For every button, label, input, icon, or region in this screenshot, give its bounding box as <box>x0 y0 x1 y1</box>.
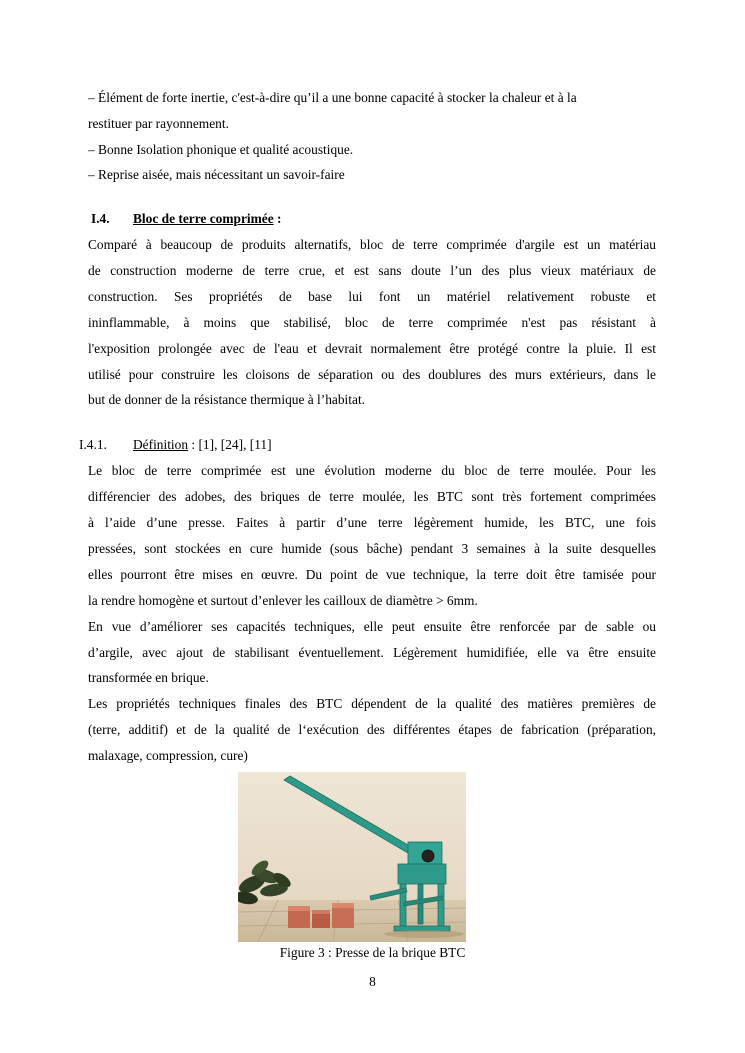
subsection-title: Définition <box>133 437 189 452</box>
section-line: utilisé pour construire les cloisons de séparation ou des doublures des murs extérieurs, dans le <box>88 367 656 382</box>
definition-line: transformée en brique. <box>88 670 209 685</box>
section-number: I.4. <box>91 211 110 226</box>
section-line: Comparé à beaucoup de produits alternatifs, bloc de terre comprimée d'argile est un matériau <box>88 237 656 252</box>
section-line: de construction moderne de terre crue, et est sans doute l’un des plus vieux matériaux de <box>88 263 656 278</box>
page-number: 8 <box>369 974 376 989</box>
btc-press-photo <box>238 772 466 942</box>
definition-line: Le bloc de terre comprimée est une évolution moderne du bloc de terre moulée. Pour les <box>88 463 656 478</box>
bullet-inertia-cont: restituer par rayonnement. <box>88 116 229 131</box>
definition-line: la rendre homogène et surtout d’enlever les cailloux de diamètre > 6mm. <box>88 593 478 608</box>
definition-line: différencier des adobes, des briques de terre moulée, les BTC sont très fortement comprimées <box>88 489 656 504</box>
section-line: construction. Ses propriétés de base lui font un matériel relativement robuste et <box>88 289 656 304</box>
subsection-number: I.4.1. <box>79 437 107 452</box>
definition-line: d’argile, avec ajout de stabilisant éventuellement. Légèrement humidifiée, elle va être ensuite <box>88 645 656 660</box>
subsection-heading <box>133 437 272 453</box>
definition-line: elles pourront être mises en œuvre. Du point de vue technique, la terre doit être tamisée pour <box>88 567 656 582</box>
definition-line: En vue d’améliorer ses capacités techniques, elle peut ensuite être renforcée par de sable ou <box>88 619 656 634</box>
bullet-inertia: – Élément de forte inertie, c'est-à-dire qu’il a une bonne capacité à stocker la chaleur et à la <box>88 90 577 105</box>
section-line: but de donner de la résistance thermique à l’habitat. <box>88 392 366 407</box>
figure-caption: Figure 3 : Presse de la brique BTC <box>279 945 466 960</box>
section-title: Bloc de terre comprimée <box>133 211 274 226</box>
section-line: ininflammable, à moins que stabilisé, bloc de terre comprimée n'est pas résistant à <box>88 315 656 330</box>
definition-line: pressées, sont stockées en cure humide (sous bâche) pendant 3 semaines à la suite desquelles <box>88 541 656 556</box>
bullet-reprise: – Reprise aisée, mais nécessitant un savoir-faire <box>88 167 345 182</box>
definition-line: (terre, additif) et de la qualité de l‘exécution des différentes étapes de fabrication (préparation, <box>88 722 656 737</box>
definition-line: à l’aide d’une presse. Faites à partir d’une terre légèrement humide, les BTC, une fois <box>88 515 656 530</box>
bullet-acoustic: – Bonne Isolation phonique et qualité acoustique. <box>88 142 354 157</box>
subsection-refs: : [1], [24], [11] <box>188 437 272 452</box>
section-line: l'exposition prolongée avec de l'eau et devrait normalement être protégé contre la pluie. Il est <box>88 341 656 356</box>
section-colon: : <box>273 211 282 226</box>
definition-line: Les propriétés techniques finales des BTC dépendent de la qualité des matières premières de <box>88 696 656 711</box>
section-heading <box>133 211 281 227</box>
definition-line: malaxage, compression, cure) <box>88 748 248 763</box>
